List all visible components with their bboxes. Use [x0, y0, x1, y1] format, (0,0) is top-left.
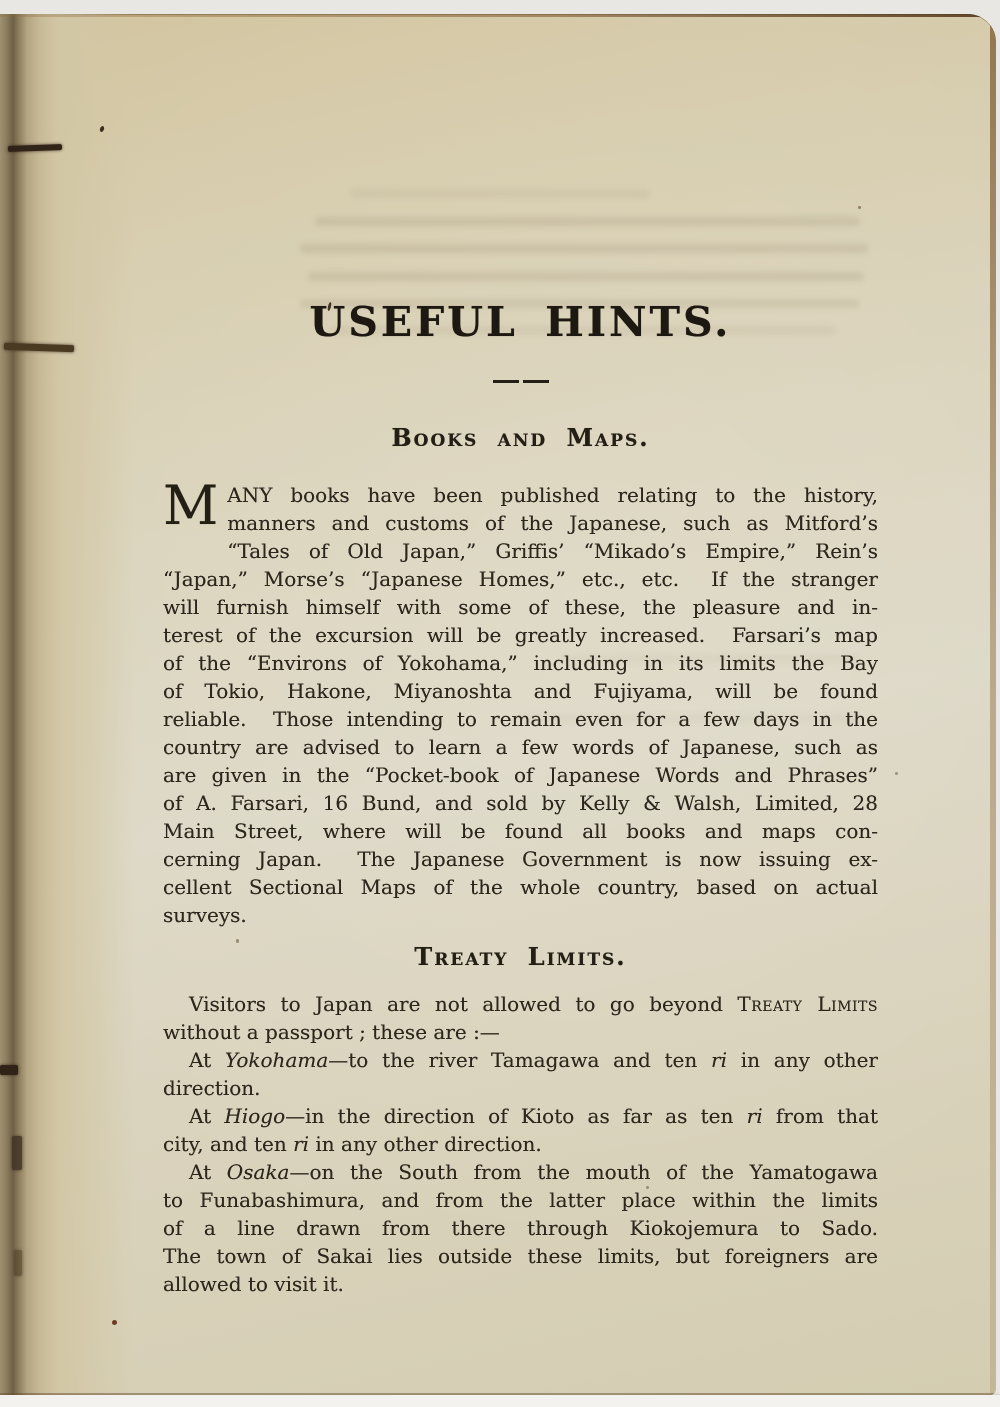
print-line: The town of Sakai lies outside these limits, but foreigners are: [163, 1244, 878, 1268]
dropcap-m: M: [163, 474, 219, 537]
page-top-edge: [0, 14, 996, 17]
print-line: of the “Environs of Yokohama,” including in its limits the Bay: [163, 651, 878, 675]
print-line: allowed to visit it.: [163, 1272, 344, 1296]
print-line: “Japan,” Morse’s “Japanese Homes,” etc., etc. If the stranger: [163, 567, 878, 591]
print-line: cellent Sectional Maps of the whole country, based on actual: [163, 875, 878, 899]
binding-stitch: [12, 1136, 22, 1170]
binding-stitch: [8, 144, 62, 152]
paragraph-treaty-yokohama: [163, 1046, 878, 1102]
print-line: are given in the “Pocket-book of Japanese Words and Phrases”: [163, 763, 878, 787]
binding-stitch: [4, 343, 74, 352]
print-line: country are advised to learn a few words of Japanese, such as: [163, 735, 878, 759]
print-line: of A. Farsari, 16 Bund, and sold by Kelly & Walsh, Limited, 28: [163, 791, 878, 815]
print-line: Visitors to Japan are not allowed to go beyond Treaty Limits: [189, 992, 878, 1016]
paragraph-treaty-osaka: [163, 1158, 878, 1298]
paragraph-treaty-intro: [163, 990, 878, 1046]
print-line: manners and customs of the Japanese, such as Mitford’s: [227, 511, 878, 535]
backdrop-bottom-strip: [0, 1395, 1000, 1407]
print-line: direction.: [163, 1076, 261, 1100]
paper-speck: [895, 772, 898, 775]
section-heading-books-and-maps: Books and Maps.: [391, 423, 650, 452]
binding-spine: [0, 14, 135, 1395]
print-line: surveys.: [163, 903, 247, 927]
print-line: city, and ten ri in any other direction.: [163, 1132, 542, 1156]
print-line: cerning Japan. The Japanese Government is now issuing ex-: [163, 847, 878, 871]
print-line: reliable. Those intending to remain even for a few days in the: [163, 707, 878, 731]
backdrop-right-sliver: [996, 0, 1000, 1407]
binding-stitch: [0, 1065, 18, 1075]
print-line: of a line drawn from there through Kiokojemura to Sado.: [163, 1216, 878, 1240]
print-line: At Yokohama—to the river Tamagawa and ten ri in any other: [189, 1048, 878, 1072]
print-line: without a passport ; these are :—: [163, 1020, 500, 1044]
print-line: of Tokio, Hakone, Miyanoshta and Fujiyama, will be found: [163, 679, 878, 703]
paragraph-books-and-maps: [163, 474, 878, 929]
print-line: Main Street, where will be found all books and maps con-: [163, 819, 878, 843]
page-title: USEFUL HINTS.: [309, 298, 732, 346]
section-heading-treaty-limits: Treaty Limits.: [414, 942, 627, 971]
paragraph-treaty-hiogo: [163, 1102, 878, 1158]
print-line: “Tales of Old Japan,” Griffis’ “Mikado’s Empire,” Rein’s: [227, 539, 878, 563]
print-line: terest of the excursion will be greatly increased. Farsari’s map: [163, 623, 878, 647]
title-divider-rule: [493, 380, 549, 383]
print-line: At Osaka—on the South from the mouth of the Yamatogawa: [189, 1160, 878, 1184]
book-page: [0, 14, 996, 1395]
page-content: [163, 14, 878, 1298]
binding-stitch: [14, 1250, 22, 1276]
paper-speck: [112, 1320, 117, 1325]
print-line: ANY books have been published relating to the history,: [227, 483, 878, 507]
print-line: At Hiogo—in the direction of Kioto as far as ten ri from that: [189, 1104, 878, 1128]
print-line: will furnish himself with some of these, the pleasure and in-: [163, 595, 878, 619]
print-line: to Funabashimura, and from the latter place within the limits: [163, 1188, 878, 1212]
